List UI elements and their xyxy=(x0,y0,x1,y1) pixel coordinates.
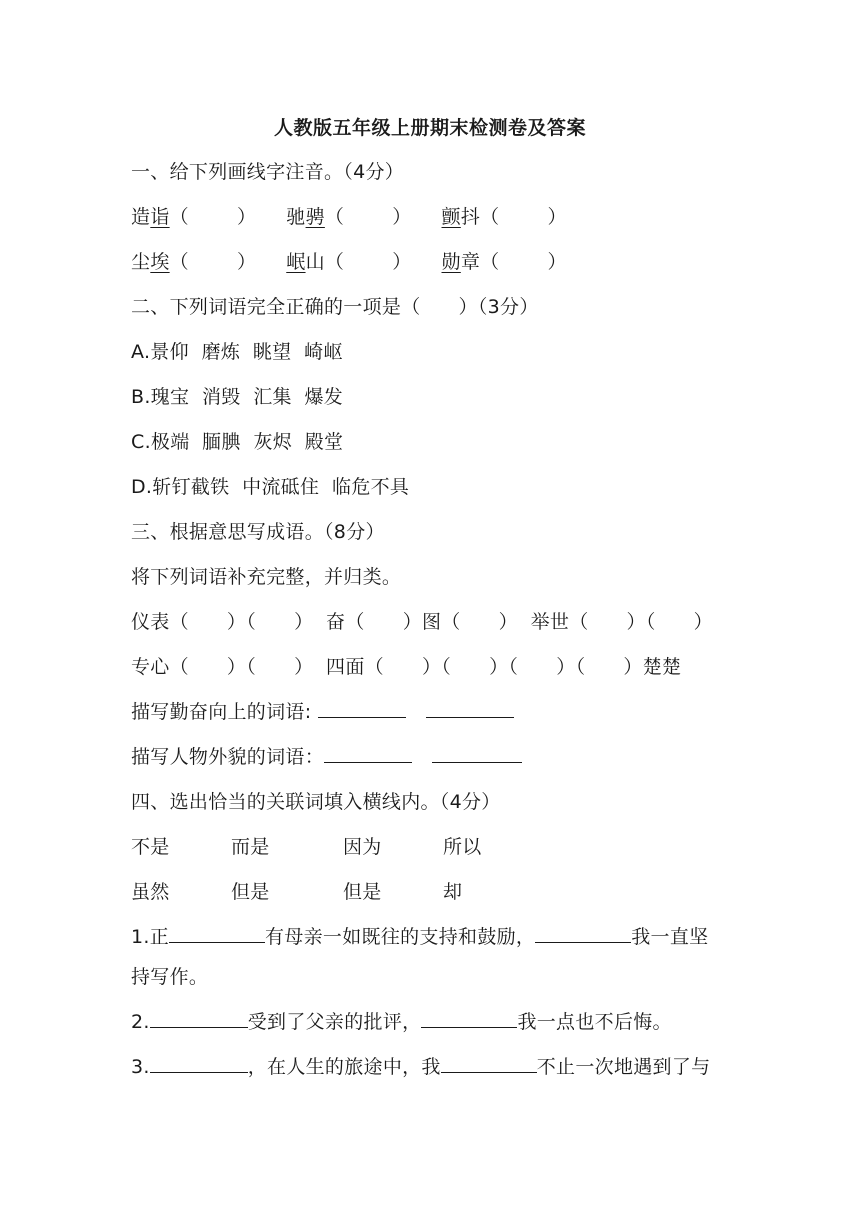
answer-blank[interactable] xyxy=(150,1054,248,1073)
pinyin-item: 驰骋 xyxy=(286,206,325,228)
section-4-heading: 四、选出恰当的关联词填入横线内。（4分） xyxy=(131,791,501,813)
pinyin-item: 造诣 xyxy=(131,206,170,228)
idiom-row-1: 仪表（ ）（ ） 奋（ ）图（ ） 举世（ ）（ ） xyxy=(131,611,713,633)
answer-blank[interactable] xyxy=(150,1009,248,1028)
word-option: 虽然 xyxy=(131,881,170,903)
appearance-words-line: 描写人物外貌的词语： xyxy=(131,743,522,771)
word-option: 而是 xyxy=(231,836,270,858)
option-c: C.极端 腼腆 灰烬 殿堂 xyxy=(131,431,344,453)
answer-blank[interactable] xyxy=(426,699,514,718)
word-option: 却 xyxy=(443,881,463,903)
section-3-heading: 三、根据意思写成语。（8分） xyxy=(131,521,385,543)
conjunction-row-1 xyxy=(131,833,503,861)
option-a: A.景仰 磨炼 眺望 崎岖 xyxy=(131,341,343,363)
answer-blank[interactable] xyxy=(324,744,412,763)
diligent-words-line: 描写勤奋向上的词语: xyxy=(131,698,514,726)
pinyin-item: 勋章 xyxy=(441,251,481,273)
section-1-heading: 一、给下列画线字注音。（4分） xyxy=(131,161,405,183)
word-option: 但是 xyxy=(231,881,270,903)
question-3: 3. ，在人生的旅途中，我 不止一次地遇到了与 xyxy=(131,1056,711,1078)
word-option: 因为 xyxy=(343,836,382,858)
idiom-row-2: 专心（ ）（ ） 四面（ ）（ ）（ ）（ ）楚楚 xyxy=(131,656,682,678)
pinyin-row-2: 尘埃（ ） 岷山（ ） 勋章（ ） xyxy=(131,251,567,273)
question-2: 2. 受到了父亲的批评， 我一点也不后悔。 xyxy=(131,1011,672,1033)
page-title: 人教版五年级上册期末检测卷及答案 xyxy=(273,117,586,139)
option-b: B.瑰宝 消毁 汇集 爆发 xyxy=(131,386,344,408)
answer-blank[interactable] xyxy=(169,924,265,943)
pinyin-item: 尘埃 xyxy=(131,251,170,273)
answer-blank[interactable] xyxy=(318,699,406,718)
pinyin-item: 颤抖 xyxy=(441,206,481,228)
question-1-line-2: 持写作。 xyxy=(131,966,209,988)
question-1-line-1: 1.正 有母亲一如既往的支持和鼓励， 我一直坚 xyxy=(131,926,709,948)
word-option: 不是 xyxy=(131,836,170,858)
word-option: 但是 xyxy=(343,881,382,903)
answer-blank[interactable] xyxy=(421,1009,517,1028)
section-3-instruction: 将下列词语补充完整，并归类。 xyxy=(131,566,402,588)
pinyin-item: 岷山 xyxy=(286,251,325,273)
conjunction-row-2 xyxy=(131,878,503,906)
answer-blank[interactable] xyxy=(432,744,522,763)
answer-blank[interactable] xyxy=(535,924,631,943)
answer-blank[interactable] xyxy=(441,1054,537,1073)
pinyin-row-1: 造诣（ ） 驰骋（ ） 颤抖（ ） xyxy=(131,206,567,228)
option-d: D.斩钉截铁 中流砥住 临危不具 xyxy=(131,476,410,498)
word-option: 所以 xyxy=(443,836,482,858)
section-2-heading: 二、下列词语完全正确的一项是（ ）（3分） xyxy=(131,296,539,318)
